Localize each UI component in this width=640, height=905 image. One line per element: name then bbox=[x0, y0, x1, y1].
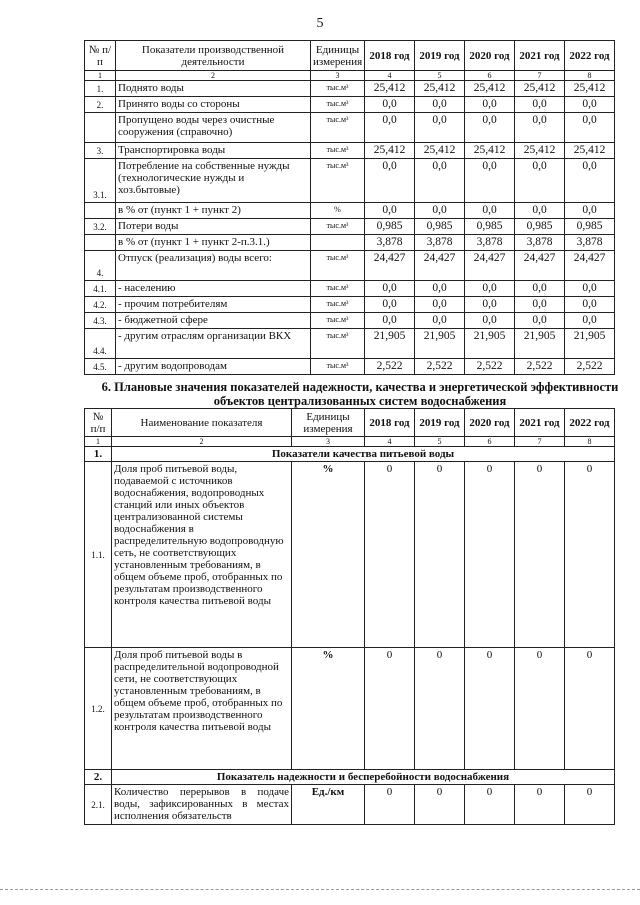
value-cell: 21,905 bbox=[565, 329, 615, 359]
header-year: 2020 год bbox=[465, 409, 515, 437]
value-cell: 0,0 bbox=[465, 113, 515, 143]
value-cell: 2,522 bbox=[415, 359, 465, 375]
value-cell: 0 bbox=[365, 462, 415, 648]
index-cell: 1 bbox=[85, 437, 112, 447]
row-num bbox=[85, 113, 116, 143]
value-cell: 0,985 bbox=[415, 219, 465, 235]
index-cell: 7 bbox=[515, 437, 565, 447]
unit-cell: тыс.м³ bbox=[311, 297, 365, 313]
indicator-name: в % от (пункт 1 + пункт 2-п.3.1.) bbox=[116, 235, 311, 251]
value-cell: 21,905 bbox=[365, 329, 415, 359]
table-row bbox=[85, 297, 615, 313]
value-cell: 0,0 bbox=[415, 281, 465, 297]
header-year: 2019 год bbox=[415, 409, 465, 437]
row-num: 4.3. bbox=[85, 313, 116, 329]
header-year: 2018 год bbox=[365, 41, 415, 71]
value-cell: 24,427 bbox=[365, 251, 415, 281]
table-row bbox=[85, 159, 615, 203]
row-num: 1. bbox=[85, 81, 116, 97]
table-row bbox=[85, 251, 615, 281]
value-cell: 0,0 bbox=[565, 297, 615, 313]
value-cell: 0,0 bbox=[465, 203, 515, 219]
value-cell: 0,0 bbox=[515, 297, 565, 313]
indicator-name: Количество перерывов в подаче воды, зафиксированных в местах исполнения обязательств bbox=[112, 785, 292, 825]
value-cell: 0,0 bbox=[565, 203, 615, 219]
table2-header bbox=[85, 409, 615, 447]
row-num: 4.1. bbox=[85, 281, 116, 297]
value-cell: 0,0 bbox=[465, 281, 515, 297]
value-cell: 3,878 bbox=[565, 235, 615, 251]
value-cell: 0,0 bbox=[515, 113, 565, 143]
value-cell: 2,522 bbox=[515, 359, 565, 375]
value-cell: 24,427 bbox=[415, 251, 465, 281]
value-cell: 2,522 bbox=[365, 359, 415, 375]
value-cell: 0,0 bbox=[365, 113, 415, 143]
index-cell: 2 bbox=[116, 71, 311, 81]
table-row bbox=[85, 313, 615, 329]
section-row bbox=[85, 447, 615, 462]
value-cell: 0,0 bbox=[365, 313, 415, 329]
value-cell: 0 bbox=[565, 462, 615, 648]
value-cell: 0 bbox=[515, 785, 565, 825]
value-cell: 0,0 bbox=[515, 313, 565, 329]
value-cell: 0 bbox=[365, 648, 415, 770]
index-cell: 3 bbox=[311, 71, 365, 81]
unit-cell: % bbox=[292, 648, 365, 770]
header-name: Показатели производственной деятельности bbox=[116, 41, 311, 71]
production-indicators-table bbox=[84, 40, 615, 375]
header-name: Наименование показателя bbox=[112, 409, 292, 437]
row-num: 2. bbox=[85, 97, 116, 113]
row-num: 4.4. bbox=[85, 329, 116, 359]
unit-cell bbox=[311, 235, 365, 251]
index-cell: 2 bbox=[112, 437, 292, 447]
value-cell: 0 bbox=[465, 648, 515, 770]
header-year: 2021 год bbox=[515, 409, 565, 437]
unit-cell: тыс.м³ bbox=[311, 143, 365, 159]
value-cell: 25,412 bbox=[565, 81, 615, 97]
indicator-name: Отпуск (реализация) воды всего: bbox=[116, 251, 311, 281]
unit-cell: тыс.м³ bbox=[311, 359, 365, 375]
value-cell: 0,0 bbox=[565, 281, 615, 297]
table1-body bbox=[85, 81, 615, 375]
value-cell: 0,0 bbox=[365, 297, 415, 313]
value-cell: 0,0 bbox=[565, 159, 615, 203]
value-cell: 0,0 bbox=[465, 159, 515, 203]
table-row bbox=[85, 359, 615, 375]
value-cell: 0 bbox=[415, 785, 465, 825]
value-cell: 21,905 bbox=[465, 329, 515, 359]
value-cell: 0,0 bbox=[515, 97, 565, 113]
header-year: 2019 год bbox=[415, 41, 465, 71]
indicator-name: Принято воды со стороны bbox=[116, 97, 311, 113]
table-row bbox=[85, 97, 615, 113]
header-unit: Единицы измерения bbox=[292, 409, 365, 437]
table-row bbox=[85, 281, 615, 297]
value-cell: 25,412 bbox=[365, 143, 415, 159]
table2-body bbox=[85, 447, 615, 825]
row-num: 3.2. bbox=[85, 219, 116, 235]
value-cell: 25,412 bbox=[365, 81, 415, 97]
row-num: 1.2. bbox=[85, 648, 112, 770]
value-cell: 21,905 bbox=[415, 329, 465, 359]
table-row bbox=[85, 203, 615, 219]
value-cell: 3,878 bbox=[465, 235, 515, 251]
value-cell: 25,412 bbox=[515, 143, 565, 159]
index-cell: 7 bbox=[515, 71, 565, 81]
table-row bbox=[85, 329, 615, 359]
value-cell: 0,0 bbox=[515, 203, 565, 219]
index-cell: 4 bbox=[365, 437, 415, 447]
unit-cell: тыс.м³ bbox=[311, 97, 365, 113]
value-cell: 3,878 bbox=[515, 235, 565, 251]
header-year: 2018 год bbox=[365, 409, 415, 437]
value-cell: 0,0 bbox=[415, 297, 465, 313]
header-num: № п/п bbox=[85, 409, 112, 437]
value-cell: 21,905 bbox=[515, 329, 565, 359]
value-cell: 0,985 bbox=[565, 219, 615, 235]
value-cell: 0,0 bbox=[415, 313, 465, 329]
index-cell: 6 bbox=[465, 71, 515, 81]
indicator-name: Потребление на собственные нужды (технологические нужды и хоз.бытовые) bbox=[116, 159, 311, 203]
value-cell: 0,985 bbox=[465, 219, 515, 235]
value-cell: 0 bbox=[565, 648, 615, 770]
table-row bbox=[85, 785, 615, 825]
value-cell: 0,0 bbox=[515, 281, 565, 297]
value-cell: 0 bbox=[565, 785, 615, 825]
table-row bbox=[85, 81, 615, 97]
value-cell: 0,0 bbox=[365, 97, 415, 113]
row-num: 3.1. bbox=[85, 159, 116, 203]
value-cell: 0,0 bbox=[415, 203, 465, 219]
table-row bbox=[85, 143, 615, 159]
row-num: 3. bbox=[85, 143, 116, 159]
index-cell: 1 bbox=[85, 71, 116, 81]
unit-cell: % bbox=[292, 462, 365, 648]
unit-cell: тыс.м³ bbox=[311, 219, 365, 235]
row-num: 1.1. bbox=[85, 462, 112, 648]
header-unit: Единицы измерения bbox=[311, 41, 365, 71]
header-num: № п/п bbox=[85, 41, 116, 71]
reliability-indicators-table bbox=[84, 408, 615, 825]
value-cell: 25,412 bbox=[465, 81, 515, 97]
indicator-name: Транспортировка воды bbox=[116, 143, 311, 159]
row-num: 4.2. bbox=[85, 297, 116, 313]
section-row bbox=[85, 770, 615, 785]
value-cell: 0,0 bbox=[415, 113, 465, 143]
page-bottom-divider bbox=[0, 889, 640, 890]
row-num bbox=[85, 203, 116, 219]
value-cell: 0,0 bbox=[365, 281, 415, 297]
unit-cell: % bbox=[311, 203, 365, 219]
unit-cell: тыс.м³ bbox=[311, 329, 365, 359]
indicator-name: Доля проб питьевой воды в распределительной водопроводной сети, не соответствующих установленным требованиям, в общем объеме проб, отобранных по результатам производственного контроля качества питьевой воды bbox=[112, 648, 292, 770]
value-cell: 0 bbox=[465, 462, 515, 648]
unit-cell: тыс.м³ bbox=[311, 159, 365, 203]
header-year: 2020 год bbox=[465, 41, 515, 71]
value-cell: 25,412 bbox=[465, 143, 515, 159]
value-cell: 0,0 bbox=[465, 297, 515, 313]
table-row bbox=[85, 648, 615, 770]
value-cell: 3,878 bbox=[365, 235, 415, 251]
value-cell: 0,0 bbox=[565, 97, 615, 113]
value-cell: 25,412 bbox=[415, 81, 465, 97]
value-cell: 0,985 bbox=[515, 219, 565, 235]
row-num: 4.5. bbox=[85, 359, 116, 375]
value-cell: 3,878 bbox=[415, 235, 465, 251]
value-cell: 0 bbox=[515, 648, 565, 770]
table1-header bbox=[85, 41, 615, 81]
value-cell: 0,0 bbox=[415, 97, 465, 113]
value-cell: 24,427 bbox=[565, 251, 615, 281]
indicator-name: - бюджетной сфере bbox=[116, 313, 311, 329]
value-cell: 2,522 bbox=[565, 359, 615, 375]
table-row bbox=[85, 113, 615, 143]
indicator-name: Пропущено воды через очистные сооружения (справочно) bbox=[116, 113, 311, 143]
indicator-name: - населению bbox=[116, 281, 311, 297]
indicator-name: Поднято воды bbox=[116, 81, 311, 97]
index-cell: 5 bbox=[415, 437, 465, 447]
indicator-name: - прочим потребителям bbox=[116, 297, 311, 313]
index-cell: 8 bbox=[565, 437, 615, 447]
value-cell: 0 bbox=[415, 462, 465, 648]
value-cell: 0 bbox=[465, 785, 515, 825]
value-cell: 0,0 bbox=[465, 313, 515, 329]
value-cell: 25,412 bbox=[415, 143, 465, 159]
section-num: 1. bbox=[85, 447, 112, 462]
value-cell: 25,412 bbox=[565, 143, 615, 159]
section-num: 2. bbox=[85, 770, 112, 785]
indicator-name: в % от (пункт 1 + пункт 2) bbox=[116, 203, 311, 219]
index-cell: 5 bbox=[415, 71, 465, 81]
value-cell: 24,427 bbox=[465, 251, 515, 281]
table-row bbox=[85, 235, 615, 251]
value-cell: 24,427 bbox=[515, 251, 565, 281]
section-title: Показатели качества питьевой воды bbox=[112, 447, 615, 462]
header-year: 2022 год bbox=[565, 41, 615, 71]
value-cell: 25,412 bbox=[515, 81, 565, 97]
unit-cell: тыс.м³ bbox=[311, 81, 365, 97]
unit-cell: тыс.м³ bbox=[311, 251, 365, 281]
value-cell: 0,985 bbox=[365, 219, 415, 235]
value-cell: 0 bbox=[515, 462, 565, 648]
row-num: 2.1. bbox=[85, 785, 112, 825]
indicator-name: Доля проб питьевой воды, подаваемой с источников водоснабжения, водопроводных станций или иных объектов централизованной системы водоснабжения в распределительную водопроводную сеть, не соответствующих установленным требованиям, в общем объеме проб, отобранных по результатам производственного контроля качества питьевой воды bbox=[112, 462, 292, 648]
section-6-title: 6. Плановые значения показателей надежности, качества и энергетической эффективности объектов централизованных систем водоснабжения bbox=[101, 380, 619, 408]
index-row bbox=[85, 71, 615, 81]
page-number: 5 bbox=[316, 16, 324, 31]
value-cell: 0,0 bbox=[565, 313, 615, 329]
value-cell: 0 bbox=[415, 648, 465, 770]
value-cell: 0,0 bbox=[365, 159, 415, 203]
value-cell: 0,0 bbox=[465, 97, 515, 113]
indicator-name: Потери воды bbox=[116, 219, 311, 235]
index-cell: 8 bbox=[565, 71, 615, 81]
unit-cell: тыс.м³ bbox=[311, 281, 365, 297]
header-year: 2022 год bbox=[565, 409, 615, 437]
index-cell: 4 bbox=[365, 71, 415, 81]
value-cell: 0,0 bbox=[515, 159, 565, 203]
unit-cell: Ед./км bbox=[292, 785, 365, 825]
unit-cell: тыс.м³ bbox=[311, 113, 365, 143]
index-cell: 6 bbox=[465, 437, 515, 447]
index-row bbox=[85, 437, 615, 447]
header-year: 2021 год bbox=[515, 41, 565, 71]
indicator-name: - другим отраслям организации ВКХ bbox=[116, 329, 311, 359]
value-cell: 0,0 bbox=[365, 203, 415, 219]
table-row bbox=[85, 219, 615, 235]
section-title: Показатель надежности и бесперебойности водоснабжения bbox=[112, 770, 615, 785]
row-num: 4. bbox=[85, 251, 116, 281]
table-row bbox=[85, 462, 615, 648]
row-num bbox=[85, 235, 116, 251]
unit-cell: тыс.м³ bbox=[311, 313, 365, 329]
value-cell: 0,0 bbox=[565, 113, 615, 143]
index-cell: 3 bbox=[292, 437, 365, 447]
indicator-name: - другим водопроводам bbox=[116, 359, 311, 375]
value-cell: 0 bbox=[365, 785, 415, 825]
value-cell: 2,522 bbox=[465, 359, 515, 375]
value-cell: 0,0 bbox=[415, 159, 465, 203]
